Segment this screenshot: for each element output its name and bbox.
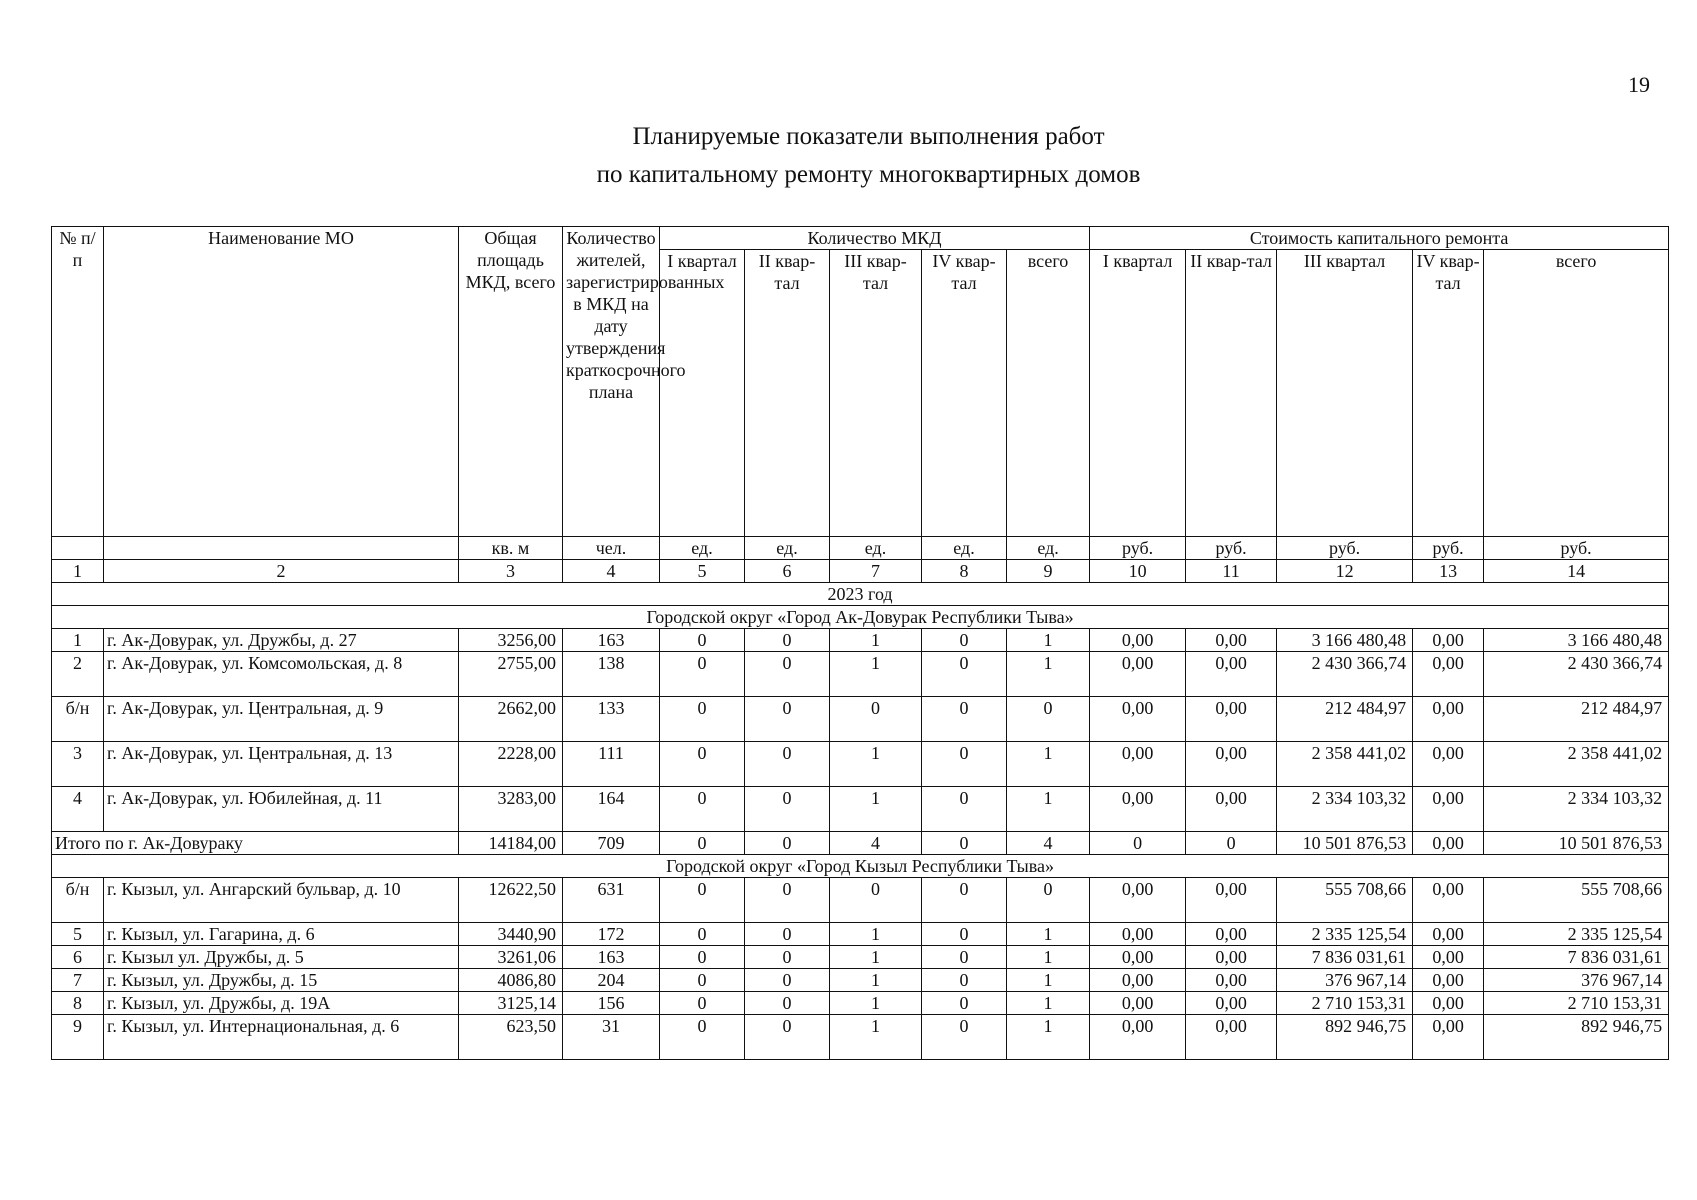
- address-cell: г. Кызыл, ул. Гагарина, д. 6: [104, 923, 459, 946]
- total-value-cell: 0: [922, 832, 1007, 855]
- value-cell: 0,00: [1186, 878, 1277, 923]
- header-count-q1: I квартал: [660, 250, 745, 537]
- value-cell: 163: [563, 946, 660, 969]
- value-cell: 3 166 480,48: [1484, 629, 1669, 652]
- year-label: 2023 год: [52, 583, 1669, 606]
- total-value-cell: 0,00: [1413, 832, 1484, 855]
- value-cell: 4: [52, 787, 104, 832]
- header-count-group: Количество МКД: [660, 227, 1090, 250]
- value-cell: 0: [660, 787, 745, 832]
- value-cell: 2 335 125,54: [1484, 923, 1669, 946]
- value-cell: 0,00: [1413, 1015, 1484, 1060]
- column-number-cell: 12: [1277, 560, 1413, 583]
- value-cell: 1: [830, 946, 922, 969]
- address-cell: г. Ак-Довурак, ул. Центральная, д. 13: [104, 742, 459, 787]
- table-row: [52, 787, 1669, 832]
- unit-cell: руб.: [1186, 537, 1277, 560]
- value-cell: 1: [52, 629, 104, 652]
- value-cell: 0,00: [1413, 652, 1484, 697]
- value-cell: 0,00: [1090, 946, 1186, 969]
- value-cell: 0: [660, 697, 745, 742]
- value-cell: 163: [563, 629, 660, 652]
- column-number-cell: 10: [1090, 560, 1186, 583]
- unit-cell: руб.: [1277, 537, 1413, 560]
- value-cell: 172: [563, 923, 660, 946]
- value-cell: 1: [830, 787, 922, 832]
- value-cell: 0: [922, 1015, 1007, 1060]
- table-row: [52, 742, 1669, 787]
- column-number-cell: 13: [1413, 560, 1484, 583]
- value-cell: 1: [1007, 969, 1090, 992]
- value-cell: 1: [830, 742, 922, 787]
- value-cell: 0,00: [1413, 946, 1484, 969]
- value-cell: 0: [745, 946, 830, 969]
- value-cell: 133: [563, 697, 660, 742]
- value-cell: 0,00: [1186, 923, 1277, 946]
- column-number-cell: 14: [1484, 560, 1669, 583]
- value-cell: 631: [563, 878, 660, 923]
- value-cell: 0: [660, 992, 745, 1015]
- unit-cell: ед.: [660, 537, 745, 560]
- address-cell: г. Ак-Довурак, ул. Дружбы, д. 27: [104, 629, 459, 652]
- header-cost-q3: III квартал: [1277, 250, 1413, 537]
- value-cell: 0,00: [1090, 652, 1186, 697]
- repair-plan-table: [51, 226, 1669, 1060]
- table-row: [52, 652, 1669, 697]
- value-cell: 0: [745, 1015, 830, 1060]
- value-cell: 3125,14: [459, 992, 563, 1015]
- value-cell: 0: [745, 992, 830, 1015]
- unit-cell: руб.: [1484, 537, 1669, 560]
- column-number-cell: 8: [922, 560, 1007, 583]
- value-cell: 1: [1007, 992, 1090, 1015]
- unit-cell: кв. м: [459, 537, 563, 560]
- value-cell: 0: [660, 1015, 745, 1060]
- address-cell: г. Кызыл, ул. Ангарский бульвар, д. 10: [104, 878, 459, 923]
- table-row: [52, 969, 1669, 992]
- value-cell: 0: [660, 742, 745, 787]
- table-row: [52, 923, 1669, 946]
- address-cell: г. Кызыл, ул. Интернациональная, д. 6: [104, 1015, 459, 1060]
- header-cost-q2: II квар-тал: [1186, 250, 1277, 537]
- value-cell: 0,00: [1413, 969, 1484, 992]
- value-cell: 0: [660, 969, 745, 992]
- value-cell: 3440,90: [459, 923, 563, 946]
- value-cell: 1: [1007, 629, 1090, 652]
- table-row: [52, 992, 1669, 1015]
- table-row: [52, 878, 1669, 923]
- value-cell: 0,00: [1090, 878, 1186, 923]
- unit-cell: руб.: [1413, 537, 1484, 560]
- value-cell: 0,00: [1413, 697, 1484, 742]
- value-cell: 0,00: [1186, 969, 1277, 992]
- header-residents: Количество жителей, зарегистрированных в МКД на дату утверждения краткосрочного плана: [563, 227, 660, 537]
- column-number-cell: 6: [745, 560, 830, 583]
- value-cell: 0: [660, 652, 745, 697]
- header-cost-total: всего: [1484, 250, 1669, 537]
- value-cell: 0: [1007, 697, 1090, 742]
- value-cell: 1: [1007, 923, 1090, 946]
- total-value-cell: 14184,00: [459, 832, 563, 855]
- value-cell: 0: [922, 652, 1007, 697]
- value-cell: 2 430 366,74: [1484, 652, 1669, 697]
- value-cell: 1: [1007, 1015, 1090, 1060]
- value-cell: 1: [1007, 652, 1090, 697]
- value-cell: 623,50: [459, 1015, 563, 1060]
- units-empty: [52, 537, 104, 560]
- address-cell: г. Ак-Довурак, ул. Комсомольская, д. 8: [104, 652, 459, 697]
- total-label: Итого по г. Ак-Довураку: [52, 832, 459, 855]
- address-cell: г. Ак-Довурак, ул. Центральная, д. 9: [104, 697, 459, 742]
- units-row: [52, 537, 1669, 560]
- value-cell: б/н: [52, 697, 104, 742]
- total-value-cell: 10 501 876,53: [1484, 832, 1669, 855]
- value-cell: 0,00: [1186, 652, 1277, 697]
- value-cell: 0: [922, 787, 1007, 832]
- value-cell: 0,00: [1186, 629, 1277, 652]
- value-cell: 2228,00: [459, 742, 563, 787]
- value-cell: 0,00: [1090, 629, 1186, 652]
- value-cell: б/н: [52, 878, 104, 923]
- value-cell: 3: [52, 742, 104, 787]
- value-cell: 0: [660, 923, 745, 946]
- value-cell: 2 710 153,31: [1484, 992, 1669, 1015]
- value-cell: 204: [563, 969, 660, 992]
- header-count-total: всего: [1007, 250, 1090, 537]
- value-cell: 1: [830, 1015, 922, 1060]
- header-count-q2: II квар-тал: [745, 250, 830, 537]
- unit-cell: ед.: [922, 537, 1007, 560]
- value-cell: 892 946,75: [1484, 1015, 1669, 1060]
- value-cell: 0,00: [1186, 742, 1277, 787]
- address-cell: г. Кызыл, ул. Дружбы, д. 15: [104, 969, 459, 992]
- total-value-cell: 0: [660, 832, 745, 855]
- address-cell: г. Ак-Довурак, ул. Юбилейная, д. 11: [104, 787, 459, 832]
- value-cell: 0,00: [1186, 946, 1277, 969]
- page-number: 19: [1628, 72, 1650, 97]
- value-cell: 212 484,97: [1277, 697, 1413, 742]
- value-cell: 2662,00: [459, 697, 563, 742]
- column-number-cell: 1: [52, 560, 104, 583]
- value-cell: 0: [922, 946, 1007, 969]
- value-cell: 2 334 103,32: [1484, 787, 1669, 832]
- value-cell: 1: [830, 992, 922, 1015]
- section-row: [52, 606, 1669, 629]
- value-cell: 31: [563, 1015, 660, 1060]
- value-cell: 0,00: [1090, 923, 1186, 946]
- value-cell: 3283,00: [459, 787, 563, 832]
- unit-cell: руб.: [1090, 537, 1186, 560]
- value-cell: 1: [1007, 742, 1090, 787]
- value-cell: 2 430 366,74: [1277, 652, 1413, 697]
- value-cell: 892 946,75: [1277, 1015, 1413, 1060]
- value-cell: 0,00: [1186, 697, 1277, 742]
- value-cell: 0: [922, 923, 1007, 946]
- table-row: [52, 629, 1669, 652]
- column-number-cell: 11: [1186, 560, 1277, 583]
- value-cell: 1: [830, 652, 922, 697]
- value-cell: 164: [563, 787, 660, 832]
- value-cell: 8: [52, 992, 104, 1015]
- value-cell: 376 967,14: [1484, 969, 1669, 992]
- value-cell: 0,00: [1090, 992, 1186, 1015]
- header-row-groups: [52, 227, 1669, 250]
- table-row: [52, 1015, 1669, 1060]
- address-cell: г. Кызыл, ул. Дружбы, д. 19А: [104, 992, 459, 1015]
- total-value-cell: 10 501 876,53: [1277, 832, 1413, 855]
- title-line-2: по капитальному ремонту многоквартирных домов: [596, 161, 1141, 188]
- total-row: [52, 832, 1669, 855]
- total-value-cell: 4: [830, 832, 922, 855]
- value-cell: 0: [922, 969, 1007, 992]
- value-cell: 0: [922, 629, 1007, 652]
- value-cell: 3 166 480,48: [1277, 629, 1413, 652]
- value-cell: 7: [52, 969, 104, 992]
- column-number-cell: 7: [830, 560, 922, 583]
- header-cost-group: Стоимость капитального ремонта: [1090, 227, 1669, 250]
- value-cell: 0,00: [1186, 1015, 1277, 1060]
- unit-cell: чел.: [563, 537, 660, 560]
- value-cell: 0: [830, 697, 922, 742]
- column-number-cell: 5: [660, 560, 745, 583]
- value-cell: 1: [830, 923, 922, 946]
- header-name: Наименование МО: [104, 227, 459, 537]
- header-cost-q4: IV квар-тал: [1413, 250, 1484, 537]
- column-number-cell: 2: [104, 560, 459, 583]
- value-cell: 0,00: [1090, 697, 1186, 742]
- value-cell: 9: [52, 1015, 104, 1060]
- total-value-cell: 4: [1007, 832, 1090, 855]
- section-title: Городской округ «Город Кызыл Республики Тыва»: [52, 855, 1669, 878]
- value-cell: 12622,50: [459, 878, 563, 923]
- value-cell: 0: [922, 878, 1007, 923]
- value-cell: 2: [52, 652, 104, 697]
- year-row: [52, 583, 1669, 606]
- value-cell: 0: [745, 742, 830, 787]
- value-cell: 2 358 441,02: [1484, 742, 1669, 787]
- value-cell: 156: [563, 992, 660, 1015]
- document-title: [0, 118, 1697, 194]
- value-cell: 0: [745, 923, 830, 946]
- value-cell: 0,00: [1413, 878, 1484, 923]
- value-cell: 3256,00: [459, 629, 563, 652]
- units-empty: [104, 537, 459, 560]
- value-cell: 1: [830, 969, 922, 992]
- value-cell: 1: [1007, 946, 1090, 969]
- value-cell: 0: [922, 742, 1007, 787]
- value-cell: 0: [745, 787, 830, 832]
- total-value-cell: 0: [1090, 832, 1186, 855]
- total-value-cell: 0: [745, 832, 830, 855]
- header-count-q4: IV квар-тал: [922, 250, 1007, 537]
- unit-cell: ед.: [745, 537, 830, 560]
- value-cell: 0: [745, 652, 830, 697]
- column-numbers-row: [52, 560, 1669, 583]
- value-cell: 6: [52, 946, 104, 969]
- header-count-q3: III квар-тал: [830, 250, 922, 537]
- value-cell: 0: [745, 878, 830, 923]
- value-cell: 0: [660, 878, 745, 923]
- value-cell: 0,00: [1090, 1015, 1186, 1060]
- value-cell: 0: [1007, 878, 1090, 923]
- value-cell: 2 334 103,32: [1277, 787, 1413, 832]
- value-cell: 0,00: [1090, 787, 1186, 832]
- column-number-cell: 3: [459, 560, 563, 583]
- section-title: Городской округ «Город Ак-Довурак Республики Тыва»: [52, 606, 1669, 629]
- value-cell: 0: [745, 697, 830, 742]
- value-cell: 0: [745, 629, 830, 652]
- value-cell: 0,00: [1090, 742, 1186, 787]
- header-area: Общая площадь МКД, всего: [459, 227, 563, 537]
- value-cell: 2 335 125,54: [1277, 923, 1413, 946]
- address-cell: г. Кызыл ул. Дружбы, д. 5: [104, 946, 459, 969]
- value-cell: 4086,80: [459, 969, 563, 992]
- value-cell: 0,00: [1413, 742, 1484, 787]
- column-number-cell: 9: [1007, 560, 1090, 583]
- value-cell: 555 708,66: [1277, 878, 1413, 923]
- value-cell: 376 967,14: [1277, 969, 1413, 992]
- section-row: [52, 855, 1669, 878]
- table-row: [52, 946, 1669, 969]
- value-cell: 0: [660, 629, 745, 652]
- value-cell: 555 708,66: [1484, 878, 1669, 923]
- value-cell: 212 484,97: [1484, 697, 1669, 742]
- value-cell: 1: [830, 629, 922, 652]
- value-cell: 5: [52, 923, 104, 946]
- value-cell: 2 358 441,02: [1277, 742, 1413, 787]
- column-number-cell: 4: [563, 560, 660, 583]
- total-value-cell: 709: [563, 832, 660, 855]
- value-cell: 0,00: [1413, 923, 1484, 946]
- value-cell: 7 836 031,61: [1277, 946, 1413, 969]
- value-cell: 0,00: [1186, 992, 1277, 1015]
- value-cell: 0,00: [1090, 969, 1186, 992]
- total-value-cell: 0: [1186, 832, 1277, 855]
- value-cell: 1: [1007, 787, 1090, 832]
- value-cell: 0: [922, 992, 1007, 1015]
- header-num: № п/п: [52, 227, 104, 537]
- unit-cell: ед.: [1007, 537, 1090, 560]
- unit-cell: ед.: [830, 537, 922, 560]
- value-cell: 0: [922, 697, 1007, 742]
- value-cell: 138: [563, 652, 660, 697]
- header-cost-q1: I квартал: [1090, 250, 1186, 537]
- table-row: [52, 697, 1669, 742]
- value-cell: 0,00: [1186, 787, 1277, 832]
- value-cell: 2 710 153,31: [1277, 992, 1413, 1015]
- title-line-1: Планируемые показатели выполнения работ: [632, 123, 1105, 150]
- value-cell: 111: [563, 742, 660, 787]
- value-cell: 0: [830, 878, 922, 923]
- value-cell: 2755,00: [459, 652, 563, 697]
- value-cell: 0,00: [1413, 787, 1484, 832]
- value-cell: 0: [660, 946, 745, 969]
- value-cell: 7 836 031,61: [1484, 946, 1669, 969]
- value-cell: 0: [745, 969, 830, 992]
- value-cell: 0,00: [1413, 629, 1484, 652]
- value-cell: 3261,06: [459, 946, 563, 969]
- value-cell: 0,00: [1413, 992, 1484, 1015]
